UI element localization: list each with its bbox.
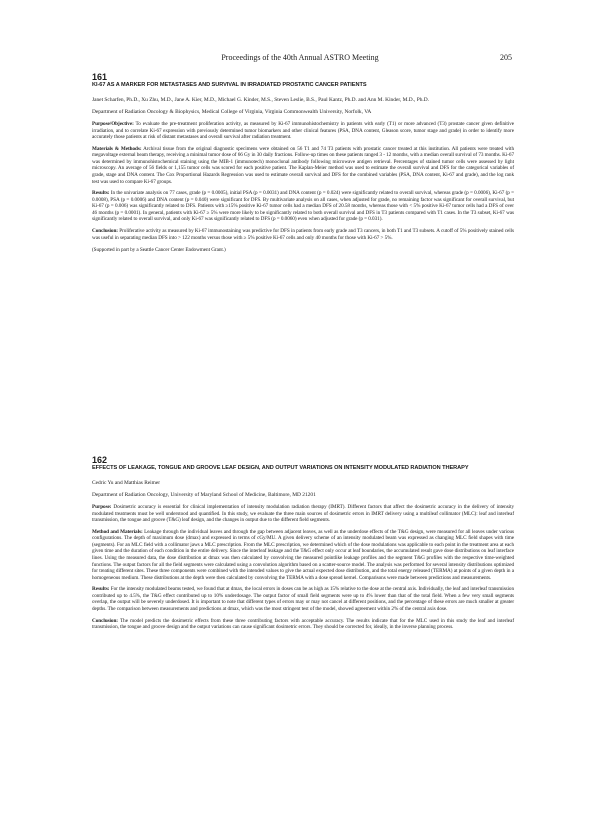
section-text: Leakage through the individual leaves and through the gap between adjacent leaves, as well as the underdose effects of the T&G design, were measured for all leaves under various configurations. The depth of maximum dose (dmax) and expressed in terms of cGy/MU. A given delivery scheme of an intensity modulated beam was expressed as changing MLC field shapes with time (segments). For an MLC field with a collimator jaws a MLC prescription. From the MLC prescription, we determined which of the dose modulations was applicable to each point in the treatment area at each given time and the duration of each condition in the entire delivery. Since the interleaf leakage and the T&G effect only occur at leaf boundaries, the accumulated result gave dose distributions on leaf interface lines. Using the measured data, the dose distribution at dmax was then calculated by convolving the measured pointlike leakage profiles and the segment T&G profiles with the respective time-weighted functions. The output factors for all the field segments were calculated using a convolution algorithm based on a scatter-source model. The analysis was performed for several intensity distributions optimized for treating different sites. These three components were combined with the intended values to give the actual expected dose distribution, and the total energy released (TERMA) at points of a given depth in a homogeneous medium. These distributions at the depth were then calculated by convolving the TERMA with a dose spread kernel. Comparisons were made between predictions and measurements.	[92, 528, 515, 581]
section-heading: Results:	[92, 586, 110, 593]
section-text: In the univariate analysis on 77 cases, grade (p = 0.0005), initial PSA (p = 0.0031) and DNA content (p = 0.024) were significantly related to overall survival, whereas grade (p = 0.0006), Ki-67 (p = 0.0008), PSA (p = 0.0006) and DNA content (p = 0.040) were significant for DFS. By multivariate analysis on all cases, when adjusted for grade, no remaining factor was significant for overall survival, but Ki-67 (p = 0.006) was significantly related to DFS. Patients with ≥15% positive Ki-67 tumor cells had a median DFS of 20.58 months, whereas those with < 5% positive Ki-67 tumor cells had a DFS of over 46 months (p = 0.0001). In general, patients with Ki-67 ≥ 5% were more likely to be significantly related to both overall survival and DFS in T3 patients compared with T1 cases. In the T3 subset, Ki-67 was significantly related to overall survival, and only Ki-67 was significantly related to DFS (p = 0.0060) even when adjusted for grade (p = 0.031).	[92, 190, 515, 223]
running-header	[0, 53, 600, 65]
section-results	[92, 586, 514, 612]
abstract-authors: Janet Scharfen, Ph.D., Xu Zhu, M.D., Jane A. Kier, M.D., Michael G. Kinder, M.S., Steven Leslie, B.S., Paul Kantz, Ph.D. and Ann M. Kinder, M.D., Ph.D.	[92, 97, 429, 103]
section-text: To evaluate the pre-treatment proliferation activity, as measured by Ki-67 immunohistochemistry in patients with early (T1) or more advanced (T3) prostate cancer given definitive irradiation, and to correlate Ki-67 expression with previously determined tumor biomarkers and other clinical features (PSA, DNA content, Gleason score, tumor stage and grade) in order to identify more accurately those patients at risk of distant metastases and overall survival after radiation treatment.	[92, 121, 514, 141]
abstract-number: 161	[92, 72, 108, 82]
section-heading: Purpose:	[92, 504, 112, 510]
section-heading: Conclusion:	[92, 617, 118, 624]
abstract-161	[92, 72, 514, 258]
page-number: 205	[500, 53, 512, 62]
section-text: Proliferative activity as measured by Ki-67 immunostaining was predictive for DFS in patients from early grade and T3 cancers, in both T1 and T3 subsets. A cutoff of 5% positively stained cells was useful in separating median DFS into > 122 months versus those with ≥ 5% positive Ki-67 cells and only 40 months for those with Ki-67 > 5%.	[92, 228, 515, 241]
section-conclusion	[92, 228, 514, 241]
section-methods	[92, 146, 514, 185]
section-heading: Purpose/Objective:	[92, 121, 134, 127]
abstract-affiliation: Department of Radiation Oncology & Biophysics, Medical College of Virginia, Virginia Commonwealth University, Norfolk, VA	[92, 109, 372, 115]
section-purpose	[92, 504, 514, 524]
section-heading: Conclusion:	[92, 228, 118, 235]
section-results	[92, 190, 514, 223]
section-text: Archival tissue from the original diagnostic specimens were obtained on 56 T1 and 74 T3 patients with prostatic cancer treated at this institution. All patients were treated with megavoltage external beam therapy, receiving a minimal tumor dose of 66 Gy in 30 daily fractions. Follow-up times on these patients ranged 3 - 12 months, with a median overall survival of 73 months. Ki-67 was determined by immunohistochemical staining using the MIB-1 (immunotech) monoclonal antibody following microwave antigen retrieval. Percentages of stained tumor cells were assessed by light microscopy. An average of 56 fields or 1,155 tumor cells was scored for each positive patient. The Kaplan-Meier method was used to estimate the overall survival and DFS for the categorical variables of grade, stage and DNA content. The Cox Proportional Hazards Regression was used to estimate overall survival and DFS for the combined variables (PSA, DNA content, Ki-67 and grade), and the log rank test was used to compare Ki-67 groups.	[92, 145, 514, 185]
section-heading: Materials & Methods:	[92, 145, 142, 152]
section-heading: Method and Materials:	[92, 528, 143, 535]
abstract-title: EFFECTS OF LEAKAGE, TONGUE AND GROOVE LEAF DESIGN, AND OUTPUT VARIATIONS ON INTENSITY MODULATED RADIATION THERAPY	[92, 465, 469, 471]
section-heading: Results:	[92, 190, 110, 197]
section-text: The model predicts the dosimetric effects from these three contributing factors with acceptable accuracy. The results indicate that for the MLC used in this study the leaf and interleaf transmission, the tongue and groove design and the output variations can cause significant dosimetric errors. They should be corrected for, ideally, in the inverse planning process.	[92, 617, 514, 631]
section-text: (Supported in part by a Seattle Cancer Center Endowment Grant.)	[92, 246, 226, 253]
section-methods	[92, 529, 514, 581]
section-support-note	[92, 247, 514, 254]
abstract-title: KI-67 AS A MARKER FOR METASTASES AND SURVIVAL IN IRRADIATED PROSTATIC CANCER PATIENTS	[92, 82, 367, 88]
running-title: Proceedings of the 40th Annual ASTRO Meeting	[221, 53, 379, 62]
section-text: Dosimetric accuracy is essential for clinical implementation of intensity modulation radiation therapy (IMRT). Different factors that affect the dosimetric accuracy in the delivery of intensity modulated treatments must be well understood and quantified. In this study, we evaluate the three main sources of dosimetric errors in IMRT delivery using a multileaf collimator (MLC): leaf and interleaf transmission, the tongue and groove (T&G) leaf design, and the changes in output due to the different field segments.	[92, 504, 514, 524]
section-conclusion	[92, 618, 514, 631]
abstract-affiliation: Department of Radiation Oncology, University of Maryland School of Medicine, Baltimore, MD 21201	[92, 492, 316, 498]
abstract-number: 162	[92, 455, 108, 465]
abstract-authors: Cedric Yu and Matthias Reimer	[92, 480, 161, 486]
section-purpose	[92, 121, 514, 141]
section-text: For the intensity modulated beams tested, we found that at dmax, the local errors in doses can be as high as 15% relative to the dose at the central axis. Individually, the leaf and interleaf transmission contributed up to 4.5%, the T&G effect contributed up to 10% underdosage. The output factor of small field segments were up to 4% lower than that of the total field. When a few very small segments overlap, the output will be severely underdosed. It is important to note that different types of errors may or may not cancel at different positions, and the percentage of these errors are much smaller at greater depths. The comparison between measurements and predictions at dmax, which was the most stringent test of the model, showed agreement within 2% of the central axis dose.	[92, 586, 514, 613]
abstract-162	[92, 455, 514, 636]
